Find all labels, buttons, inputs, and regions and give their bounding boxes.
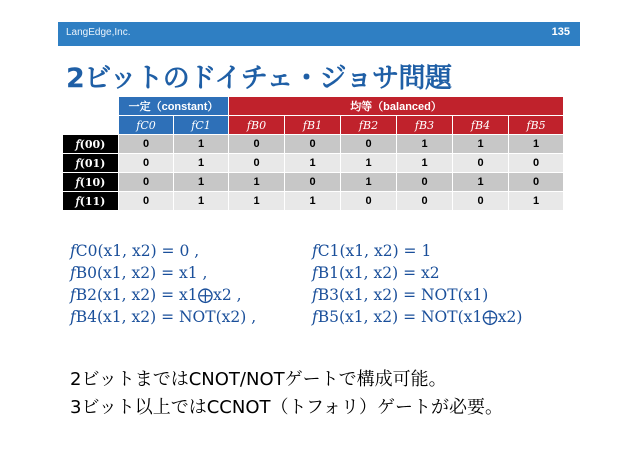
table-cell: 0	[341, 192, 397, 211]
company-name: LangEdge,Inc.	[66, 27, 131, 38]
table-cell: 0	[229, 135, 285, 154]
table-cell: 0	[285, 173, 341, 192]
table-cell: 1	[453, 135, 509, 154]
formula-line: 𝑓B1(x1, x2) = x2	[312, 264, 440, 282]
table-cell: 1	[453, 173, 509, 192]
table-cell: 1	[341, 154, 397, 173]
table-cell: 0	[509, 173, 564, 192]
formula-line: 𝑓B5(x1, x2) = NOT(x1⨁x2)	[312, 308, 523, 326]
column-header: 𝑓B5	[509, 116, 564, 135]
table-cell: 0	[285, 135, 341, 154]
table-cell: 0	[453, 154, 509, 173]
column-header: 𝑓B4	[453, 116, 509, 135]
table-cell: 0	[119, 135, 174, 154]
table-cell: 0	[229, 154, 285, 173]
column-header: 𝑓B1	[285, 116, 341, 135]
table-cell: 0	[397, 173, 453, 192]
table-cell: 0	[397, 192, 453, 211]
table-cell: 1	[397, 135, 453, 154]
table-cell: 0	[509, 154, 564, 173]
slide-title: 2ビットのドイチェ・ジョサ問題	[66, 63, 452, 94]
column-header: 𝑓B3	[397, 116, 453, 135]
table-row	[63, 154, 564, 173]
header-bar	[58, 22, 580, 46]
table-row	[63, 135, 564, 154]
table-cell: 1	[229, 173, 285, 192]
row-label: 𝑓(11)	[63, 192, 119, 211]
table-cell: 0	[341, 135, 397, 154]
formula-line: 𝑓B3(x1, x2) = NOT(x1)	[312, 286, 489, 304]
table-cell: 1	[174, 192, 229, 211]
table-cell: 1	[509, 192, 564, 211]
formula-line: 𝑓C0(x1, x2) = 0 ,	[70, 242, 200, 260]
table-corner	[63, 116, 119, 135]
column-header: 𝑓B0	[229, 116, 285, 135]
table-cell: 1	[229, 192, 285, 211]
formula-line: 𝑓B4(x1, x2) = NOT(x2) ,	[70, 308, 257, 326]
table-cell: 0	[119, 173, 174, 192]
column-header: 𝑓B2	[341, 116, 397, 135]
note-line: 2ビットまではCNOT/NOTゲートで構成可能。	[70, 369, 447, 390]
table-row	[63, 173, 564, 192]
note-line: 3ビット以上ではCCNOT（トフォリ）ゲートが必要。	[70, 397, 504, 418]
formula-line: 𝑓B2(x1, x2) = x1⨁x2 ,	[70, 286, 242, 304]
row-label: 𝑓(10)	[63, 173, 119, 192]
truth-table	[62, 96, 564, 211]
table-cell: 1	[341, 173, 397, 192]
group-constant-header: 一定（constant）	[119, 97, 229, 116]
column-header: 𝑓C1	[174, 116, 229, 135]
table-cell: 1	[174, 154, 229, 173]
table-cell: 1	[285, 192, 341, 211]
page-number: 135	[551, 26, 570, 38]
table-cell: 0	[119, 154, 174, 173]
table-cell: 1	[397, 154, 453, 173]
formula-line: 𝑓C1(x1, x2) = 1	[312, 242, 432, 260]
table-corner	[63, 97, 119, 116]
table-cell: 1	[174, 173, 229, 192]
table-cell: 0	[119, 192, 174, 211]
table-row	[63, 192, 564, 211]
row-label: 𝑓(01)	[63, 154, 119, 173]
table-cell: 1	[174, 135, 229, 154]
table-cell: 0	[453, 192, 509, 211]
group-balanced-header: 均等（balanced）	[229, 97, 564, 116]
table-cell: 1	[285, 154, 341, 173]
formula-line: 𝑓B0(x1, x2) = x1 ,	[70, 264, 208, 282]
column-header: 𝑓C0	[119, 116, 174, 135]
table-cell: 1	[509, 135, 564, 154]
row-label: 𝑓(00)	[63, 135, 119, 154]
